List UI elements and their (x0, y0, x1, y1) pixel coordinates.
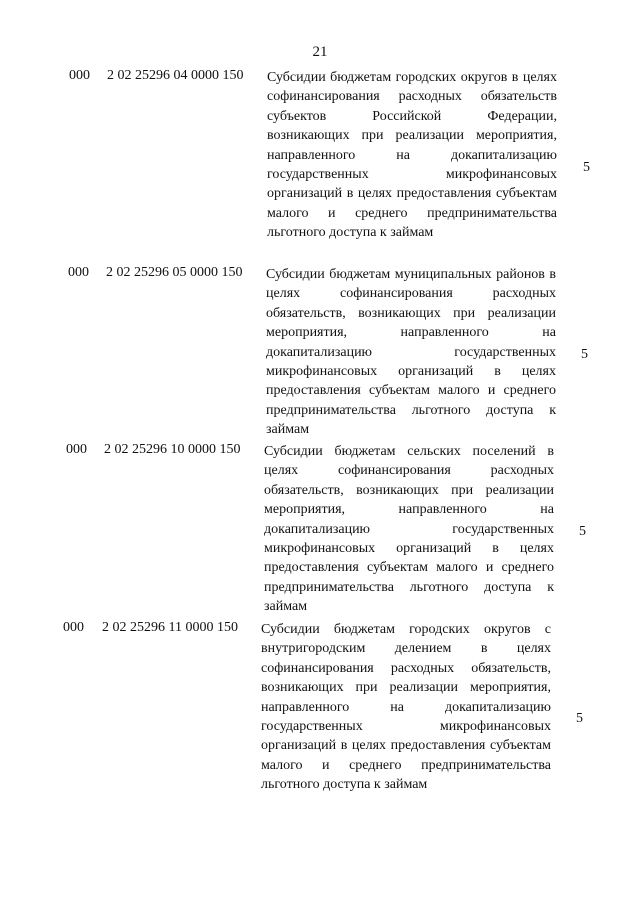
kbk-code: 2 02 25296 11 0000 150 (102, 620, 238, 635)
row-amount: 5 (581, 347, 588, 362)
kbk-code: 2 02 25296 05 0000 150 (106, 265, 243, 280)
kbk-code: 2 02 25296 04 0000 150 (107, 68, 244, 83)
page-number: 21 (312, 44, 328, 60)
row-description: Субсидии бюджетам городских округов в целях софинансирования расходных обязательств субъектов Российской Федерации, возникающих при реализации мероприятия, направленного на докапитализацию государственных микрофинансовых организаций в целях предоставления субъектам малого и среднего предпринимательства льготного доступа к займам (267, 70, 557, 241)
admin-code: 000 (63, 620, 84, 635)
admin-code: 000 (66, 442, 87, 457)
row-description: Субсидии бюджетам сельских поселений в целях софинансирования расходных обязательств, возникающих при реализации мероприятия, направленного на докапитализацию государственных микрофинансовых организаций в целях предоставления субъектам малого и среднего предпринимательства льготного доступа к займам (264, 444, 554, 615)
row-amount: 5 (576, 711, 583, 726)
admin-code: 000 (68, 265, 89, 280)
kbk-code: 2 02 25296 10 0000 150 (104, 442, 241, 457)
row-amount: 5 (583, 160, 590, 175)
row-description: Субсидии бюджетам муниципальных районов в целях софинансирования расходных обязательств, возникающих при реализации мероприятия, направленного на докапитализацию государственных микрофинансовых организаций в целях предоставления субъектам малого и среднего предпринимательства льготного доступа к займам (266, 267, 556, 438)
row-description: Субсидии бюджетам городских округов с внутригородским делением в целях софинансирования расходных обязательств, возникающих при реализации мероприятия, направленного на докапитализацию государственных микрофинансовых организаций в целях предоставления субъектам малого и среднего предпринимательства льготного доступа к займам (261, 622, 551, 793)
row-amount: 5 (579, 524, 586, 539)
admin-code: 000 (69, 68, 90, 83)
